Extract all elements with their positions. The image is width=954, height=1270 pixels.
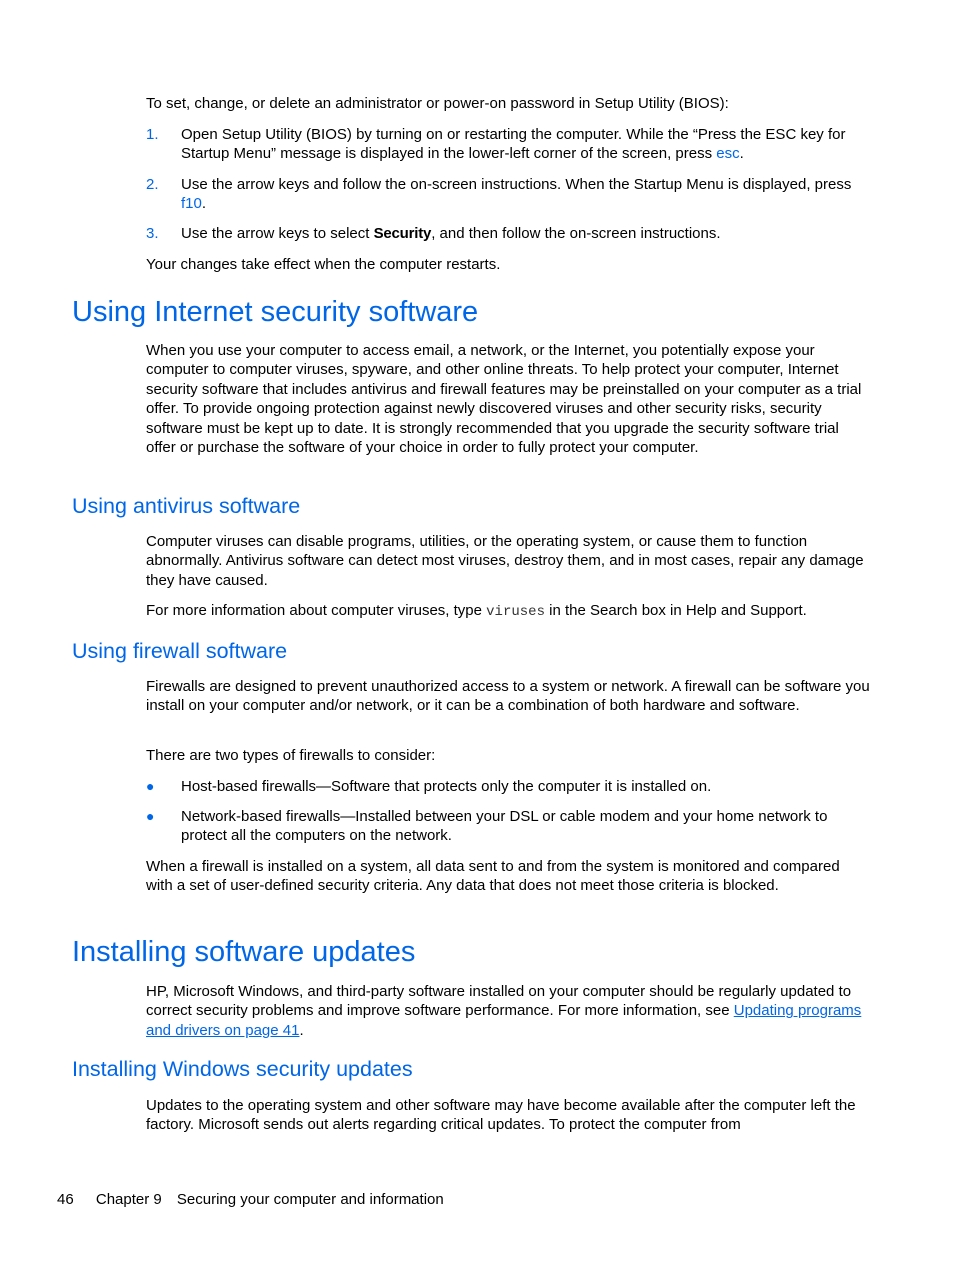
bullet-text: Host-based firewalls—Software that protects only the computer it is installed on. — [181, 778, 712, 795]
heading-software-updates: Installing software updates — [72, 936, 416, 968]
firewall-body: Firewalls are designed to prevent unauthorized access to a system or network. A firewall can be software you install on your computer and/or network, or it can be a combination of both hardware and software. — [146, 678, 870, 715]
step-text: Use the arrow keys to select Security, and then follow the on-screen instructions. — [181, 225, 721, 242]
key-esc: esc — [716, 145, 740, 163]
bullet-icon: ● — [146, 808, 155, 824]
step-number: 1. — [146, 126, 159, 143]
heading-firewall: Using firewall software — [72, 639, 288, 663]
step-number: 2. — [146, 176, 159, 193]
numbered-step — [146, 224, 870, 244]
numbered-step — [146, 175, 870, 215]
page-footer — [57, 1190, 444, 1209]
heading-windows-updates: Installing Windows security updates — [72, 1057, 413, 1081]
heading-antivirus: Using antivirus software — [72, 494, 301, 518]
bullet-text: Network-based firewalls—Installed between your DSL or cable modem and your home network to protect all the computers on the network. — [181, 808, 828, 845]
bullet-item — [146, 777, 870, 797]
page-number: 46 — [57, 1191, 74, 1208]
ui-term-security: Security — [373, 225, 432, 242]
bullet-item — [146, 807, 870, 847]
numbered-step — [146, 125, 870, 165]
step-number: 3. — [146, 225, 159, 242]
firewall-types-lead: There are two types of firewalls to consider: — [146, 747, 436, 764]
windows-updates-body: Updates to the operating system and other software may have become available after the computer left the factory. Microsoft sends out alerts regarding critical updates. To protect the computer from — [146, 1097, 856, 1134]
key-f10: f10 — [181, 195, 202, 213]
intro-closing: Your changes take effect when the computer restarts. — [146, 256, 501, 273]
updating-programs-link[interactable]: Updating programs and drivers on page 41 — [146, 1002, 862, 1039]
firewall-closing: When a firewall is installed on a system, all data sent to and from the system is monitored and compared with a set of user-defined security criteria. Any data that does not meet those criteria is blocked. — [146, 858, 840, 895]
software-updates-body: HP, Microsoft Windows, and third-party software installed on your computer should be regularly updated to correct security problems and improve software performance. For more information, see Updating programs and drivers on page 41. — [146, 983, 862, 1039]
search-term-code: viruses — [486, 604, 545, 620]
antivirus-more-info: For more information about computer viruses, type viruses in the Search box in Help and Support. — [146, 602, 807, 620]
step-text: Use the arrow keys and follow the on-screen instructions. When the Startup Menu is displayed, press f10. — [181, 176, 852, 213]
internet-security-body: When you use your computer to access email, a network, or the Internet, you potentially expose your computer to computer viruses, spyware, and other online threats. To help protect your computer, Internet security software that includes antivirus and firewall features may be preinstalled on your computer as a trial offer. To provide ongoing protection against newly discovered viruses and other security risks, security software must be kept up to date. It is strongly recommended that you upgrade the security software trial offer or purchase the software of your choice in order to fully protect your computer. — [146, 342, 862, 457]
bullet-icon: ● — [146, 778, 155, 794]
intro-lead: To set, change, or delete an administrator or power-on password in Setup Utility (BIOS): — [146, 95, 729, 112]
antivirus-body: Computer viruses can disable programs, utilities, or the operating system, or cause them to function abnormally. Antivirus software can detect most viruses, destroy them, and in most cases, repair any damage they have caused. — [146, 533, 864, 589]
step-text: Open Setup Utility (BIOS) by turning on or restarting the computer. While the “Press the ESC key for Startup Menu” message is displayed in the lower-left corner of the screen, press esc. — [181, 126, 846, 163]
footer-chapter: Chapter 9 — [95, 1191, 162, 1208]
heading-internet-security: Using Internet security software — [72, 296, 479, 328]
footer-chapter-title: Securing your computer and information — [176, 1191, 444, 1208]
